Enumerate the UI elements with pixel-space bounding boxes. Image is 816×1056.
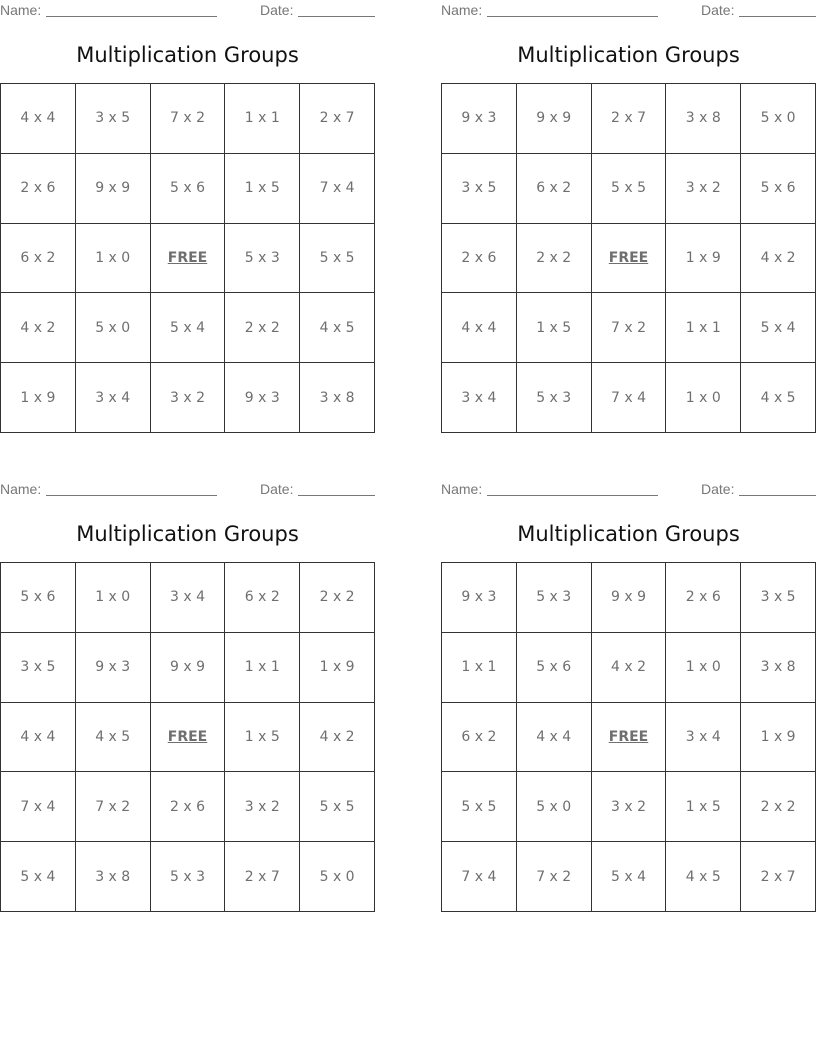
date-field[interactable] bbox=[739, 495, 816, 496]
bingo-cell[interactable]: 3 x 5 bbox=[442, 154, 517, 224]
bingo-cell[interactable]: 7 x 4 bbox=[442, 842, 517, 912]
bingo-cell[interactable]: 5 x 0 bbox=[300, 842, 375, 912]
bingo-cell[interactable]: 3 x 8 bbox=[741, 633, 816, 703]
bingo-cell[interactable]: 1 x 9 bbox=[741, 703, 816, 773]
date-label: Date: bbox=[701, 481, 735, 497]
free-space-cell[interactable]: FREE bbox=[592, 703, 667, 773]
bingo-cell[interactable]: 1 x 5 bbox=[225, 703, 300, 773]
card-header bbox=[441, 481, 816, 499]
card-title: Multiplication Groups bbox=[517, 43, 740, 67]
date-label: Date: bbox=[260, 481, 294, 497]
bingo-cell[interactable]: 4 x 2 bbox=[741, 224, 816, 294]
bingo-cell[interactable]: 5 x 6 bbox=[741, 154, 816, 224]
bingo-grid bbox=[441, 83, 816, 433]
name-field[interactable] bbox=[46, 495, 217, 496]
bingo-cell[interactable]: 7 x 2 bbox=[592, 293, 667, 363]
bingo-grid bbox=[441, 562, 816, 912]
bingo-cell[interactable]: 9 x 3 bbox=[225, 363, 300, 433]
bingo-cell[interactable]: 5 x 3 bbox=[225, 224, 300, 294]
bingo-cell[interactable]: 4 x 2 bbox=[1, 293, 76, 363]
name-label: Name: bbox=[441, 2, 483, 18]
bingo-cell[interactable]: 2 x 7 bbox=[592, 84, 667, 154]
bingo-card-2 bbox=[441, 0, 816, 432]
date-field[interactable] bbox=[739, 16, 816, 17]
bingo-cell[interactable]: 7 x 4 bbox=[1, 772, 76, 842]
bingo-cell[interactable]: 3 x 8 bbox=[76, 842, 151, 912]
bingo-cell[interactable]: 4 x 5 bbox=[741, 363, 816, 433]
bingo-cell[interactable]: 6 x 2 bbox=[442, 703, 517, 773]
bingo-cell[interactable]: 5 x 4 bbox=[741, 293, 816, 363]
bingo-cell[interactable]: 3 x 4 bbox=[151, 563, 226, 633]
bingo-cell[interactable]: 9 x 3 bbox=[442, 84, 517, 154]
date-field[interactable] bbox=[298, 495, 375, 496]
bingo-grid bbox=[0, 83, 375, 433]
bingo-cell[interactable]: 3 x 2 bbox=[666, 154, 741, 224]
bingo-cell[interactable]: 5 x 0 bbox=[517, 772, 592, 842]
bingo-cell[interactable]: 9 x 3 bbox=[76, 633, 151, 703]
bingo-cell[interactable]: 2 x 2 bbox=[225, 293, 300, 363]
bingo-cell[interactable]: 2 x 2 bbox=[517, 224, 592, 294]
bingo-cell[interactable]: 5 x 3 bbox=[517, 363, 592, 433]
bingo-cell[interactable]: 9 x 9 bbox=[517, 84, 592, 154]
card-title: Multiplication Groups bbox=[76, 522, 299, 546]
bingo-cell[interactable]: 1 x 9 bbox=[666, 224, 741, 294]
bingo-cell[interactable]: 4 x 2 bbox=[300, 703, 375, 773]
bingo-cell[interactable]: 5 x 5 bbox=[592, 154, 667, 224]
bingo-cell[interactable]: 9 x 9 bbox=[151, 633, 226, 703]
bingo-cell[interactable]: 2 x 6 bbox=[442, 224, 517, 294]
bingo-cell[interactable]: 3 x 4 bbox=[442, 363, 517, 433]
bingo-cell[interactable]: 4 x 2 bbox=[592, 633, 667, 703]
name-field[interactable] bbox=[487, 16, 658, 17]
bingo-cell[interactable]: 1 x 1 bbox=[225, 633, 300, 703]
bingo-cell[interactable]: 5 x 3 bbox=[151, 842, 226, 912]
bingo-cell[interactable]: 3 x 2 bbox=[151, 363, 226, 433]
bingo-cell[interactable]: 5 x 6 bbox=[1, 563, 76, 633]
free-space-cell[interactable]: FREE bbox=[151, 703, 226, 773]
card-title: Multiplication Groups bbox=[76, 43, 299, 67]
bingo-cell[interactable]: 1 x 5 bbox=[666, 772, 741, 842]
bingo-cell[interactable]: 1 x 0 bbox=[666, 633, 741, 703]
name-field[interactable] bbox=[487, 495, 658, 496]
bingo-cell[interactable]: 3 x 2 bbox=[225, 772, 300, 842]
bingo-cell[interactable]: 2 x 7 bbox=[300, 84, 375, 154]
date-label: Date: bbox=[701, 2, 735, 18]
bingo-cell[interactable]: 7 x 2 bbox=[517, 842, 592, 912]
bingo-cell[interactable]: 4 x 5 bbox=[666, 842, 741, 912]
bingo-cell[interactable]: 1 x 9 bbox=[300, 633, 375, 703]
bingo-cell[interactable]: 6 x 2 bbox=[225, 563, 300, 633]
bingo-cell[interactable]: 7 x 2 bbox=[151, 84, 226, 154]
bingo-cell[interactable]: 9 x 9 bbox=[592, 563, 667, 633]
bingo-cell[interactable]: 4 x 4 bbox=[1, 703, 76, 773]
bingo-cell[interactable]: 5 x 5 bbox=[300, 224, 375, 294]
bingo-cell[interactable]: 1 x 9 bbox=[1, 363, 76, 433]
free-space-cell[interactable]: FREE bbox=[592, 224, 667, 294]
name-field[interactable] bbox=[46, 16, 217, 17]
bingo-cell[interactable]: 4 x 4 bbox=[1, 84, 76, 154]
bingo-cell[interactable]: 2 x 6 bbox=[151, 772, 226, 842]
bingo-cell[interactable]: 7 x 4 bbox=[300, 154, 375, 224]
bingo-cell[interactable]: 7 x 4 bbox=[592, 363, 667, 433]
bingo-cell[interactable]: 1 x 1 bbox=[666, 293, 741, 363]
bingo-cell[interactable]: 1 x 0 bbox=[76, 563, 151, 633]
bingo-cell[interactable]: 2 x 2 bbox=[741, 772, 816, 842]
bingo-cell[interactable]: 5 x 4 bbox=[1, 842, 76, 912]
bingo-cell[interactable]: 1 x 5 bbox=[225, 154, 300, 224]
bingo-cell[interactable]: 3 x 8 bbox=[666, 84, 741, 154]
card-title: Multiplication Groups bbox=[517, 522, 740, 546]
bingo-cell[interactable]: 5 x 6 bbox=[517, 633, 592, 703]
bingo-cell[interactable]: 4 x 5 bbox=[300, 293, 375, 363]
bingo-grid bbox=[0, 562, 375, 912]
bingo-cell[interactable]: 5 x 0 bbox=[741, 84, 816, 154]
bingo-card-1 bbox=[0, 0, 375, 432]
bingo-cell[interactable]: 1 x 0 bbox=[76, 224, 151, 294]
bingo-cell[interactable]: 1 x 5 bbox=[517, 293, 592, 363]
bingo-cell[interactable]: 3 x 2 bbox=[592, 772, 667, 842]
free-space-cell[interactable]: FREE bbox=[151, 224, 226, 294]
name-label: Name: bbox=[441, 481, 483, 497]
bingo-cell[interactable]: 9 x 9 bbox=[76, 154, 151, 224]
bingo-cell[interactable]: 2 x 6 bbox=[1, 154, 76, 224]
bingo-cell[interactable]: 4 x 4 bbox=[442, 293, 517, 363]
bingo-cell[interactable]: 3 x 5 bbox=[741, 563, 816, 633]
bingo-cell[interactable]: 5 x 4 bbox=[592, 842, 667, 912]
bingo-cell[interactable]: 5 x 4 bbox=[151, 293, 226, 363]
bingo-cell[interactable]: 2 x 7 bbox=[225, 842, 300, 912]
bingo-cell[interactable]: 1 x 1 bbox=[442, 633, 517, 703]
card-header bbox=[0, 2, 375, 20]
bingo-cell[interactable]: 5 x 5 bbox=[300, 772, 375, 842]
bingo-cell[interactable]: 5 x 0 bbox=[76, 293, 151, 363]
bingo-cell[interactable]: 2 x 2 bbox=[300, 563, 375, 633]
bingo-cell[interactable]: 4 x 5 bbox=[76, 703, 151, 773]
bingo-cell[interactable]: 5 x 5 bbox=[442, 772, 517, 842]
bingo-cell[interactable]: 5 x 3 bbox=[517, 563, 592, 633]
name-label: Name: bbox=[0, 2, 42, 18]
name-label: Name: bbox=[0, 481, 42, 497]
bingo-card-4 bbox=[441, 479, 816, 911]
bingo-cell[interactable]: 3 x 5 bbox=[76, 84, 151, 154]
bingo-cell[interactable]: 3 x 4 bbox=[76, 363, 151, 433]
bingo-cell[interactable]: 1 x 1 bbox=[225, 84, 300, 154]
bingo-cell[interactable]: 4 x 4 bbox=[517, 703, 592, 773]
bingo-cell[interactable]: 5 x 6 bbox=[151, 154, 226, 224]
card-header bbox=[0, 481, 375, 499]
bingo-cell[interactable]: 3 x 4 bbox=[666, 703, 741, 773]
bingo-cell[interactable]: 3 x 8 bbox=[300, 363, 375, 433]
bingo-cell[interactable]: 1 x 0 bbox=[666, 363, 741, 433]
date-label: Date: bbox=[260, 2, 294, 18]
bingo-cell[interactable]: 7 x 2 bbox=[76, 772, 151, 842]
bingo-cell[interactable]: 2 x 7 bbox=[741, 842, 816, 912]
bingo-cell[interactable]: 2 x 6 bbox=[666, 563, 741, 633]
bingo-card-3 bbox=[0, 479, 375, 911]
bingo-cell[interactable]: 9 x 3 bbox=[442, 563, 517, 633]
date-field[interactable] bbox=[298, 16, 375, 17]
bingo-cell[interactable]: 6 x 2 bbox=[517, 154, 592, 224]
bingo-cell[interactable]: 3 x 5 bbox=[1, 633, 76, 703]
bingo-cell[interactable]: 6 x 2 bbox=[1, 224, 76, 294]
card-header bbox=[441, 2, 816, 20]
